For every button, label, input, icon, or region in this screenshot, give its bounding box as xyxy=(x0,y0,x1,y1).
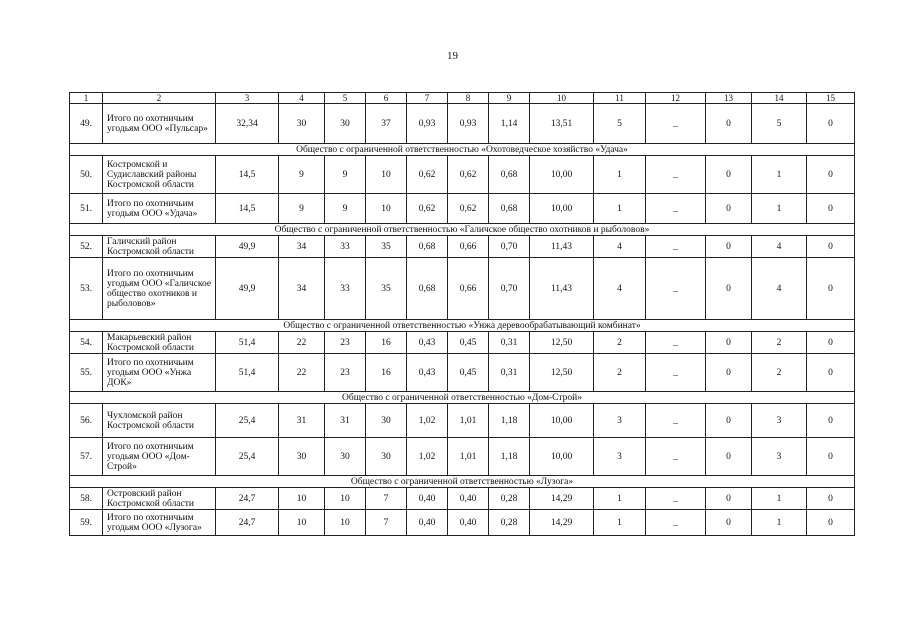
cell-value-col-12: _ xyxy=(646,258,706,320)
cell-value-col-6: 35 xyxy=(366,236,407,258)
cell-value-col-10: 12,50 xyxy=(530,354,594,392)
cell-value-col-3: 14,5 xyxy=(216,194,279,224)
cell-value-col-4: 9 xyxy=(279,194,325,224)
ground-name: Итого по охотничьим угодьям ООО «Лузога» xyxy=(103,510,216,536)
cell-value-col-5: 23 xyxy=(325,354,366,392)
cell-value-col-5: 30 xyxy=(325,104,366,144)
table-row xyxy=(70,438,855,476)
cell-value-col-4: 10 xyxy=(279,510,325,536)
cell-value-col-15: 0 xyxy=(807,354,855,392)
cell-value-col-6: 10 xyxy=(366,156,407,194)
cell-value-col-8: 0,66 xyxy=(448,258,489,320)
cell-value-col-8: 0,45 xyxy=(448,332,489,354)
column-number-8: 8 xyxy=(448,93,489,104)
cell-value-col-5: 30 xyxy=(325,438,366,476)
cell-value-col-3: 25,4 xyxy=(216,438,279,476)
cell-value-col-14: 4 xyxy=(752,236,807,258)
cell-value-col-12: _ xyxy=(646,104,706,144)
cell-value-col-3: 49,9 xyxy=(216,236,279,258)
cell-value-col-4: 31 xyxy=(279,404,325,438)
row-number: 49. xyxy=(70,104,103,144)
cell-value-col-13: 0 xyxy=(706,404,752,438)
row-number: 51. xyxy=(70,194,103,224)
table-row xyxy=(70,156,855,194)
cell-value-col-9: 0,70 xyxy=(489,236,530,258)
ground-name: Макарьевский район Костромской области xyxy=(103,332,216,354)
cell-value-col-10: 11,43 xyxy=(530,258,594,320)
ground-name: Галичский район Костромской области xyxy=(103,236,216,258)
cell-value-col-11: 2 xyxy=(594,354,646,392)
cell-value-col-14: 1 xyxy=(752,194,807,224)
organization-title: Общество с ограниченной ответственностью «Лузога» xyxy=(70,476,855,488)
cell-value-col-10: 10,00 xyxy=(530,404,594,438)
cell-value-col-10: 10,00 xyxy=(530,438,594,476)
cell-value-col-11: 1 xyxy=(594,156,646,194)
cell-value-col-10: 14,29 xyxy=(530,488,594,510)
row-number: 57. xyxy=(70,438,103,476)
cell-value-col-12: _ xyxy=(646,404,706,438)
column-number-12: 12 xyxy=(646,93,706,104)
column-number-9: 9 xyxy=(489,93,530,104)
cell-value-col-9: 0,28 xyxy=(489,510,530,536)
cell-value-col-11: 1 xyxy=(594,194,646,224)
ground-name: Островский район Костромской области xyxy=(103,488,216,510)
cell-value-col-7: 0,62 xyxy=(407,156,448,194)
cell-value-col-6: 37 xyxy=(366,104,407,144)
cell-value-col-6: 7 xyxy=(366,510,407,536)
cell-value-col-7: 0,62 xyxy=(407,194,448,224)
cell-value-col-8: 0,66 xyxy=(448,236,489,258)
column-number-14: 14 xyxy=(752,93,807,104)
cell-value-col-11: 1 xyxy=(594,510,646,536)
row-number: 53. xyxy=(70,258,103,320)
cell-value-col-8: 0,40 xyxy=(448,488,489,510)
table-row xyxy=(70,404,855,438)
cell-value-col-14: 1 xyxy=(752,510,807,536)
column-number-3: 3 xyxy=(216,93,279,104)
cell-value-col-9: 1,14 xyxy=(489,104,530,144)
cell-value-col-4: 34 xyxy=(279,258,325,320)
cell-value-col-4: 22 xyxy=(279,332,325,354)
cell-value-col-10: 14,29 xyxy=(530,510,594,536)
table-body xyxy=(70,93,855,536)
cell-value-col-13: 0 xyxy=(706,104,752,144)
row-number: 56. xyxy=(70,404,103,438)
column-number-10: 10 xyxy=(530,93,594,104)
cell-value-col-9: 0,31 xyxy=(489,354,530,392)
organization-title: Общество с ограниченной ответственностью «Дом-Строй» xyxy=(70,392,855,404)
cell-value-col-14: 2 xyxy=(752,332,807,354)
cell-value-col-4: 30 xyxy=(279,438,325,476)
cell-value-col-14: 1 xyxy=(752,156,807,194)
cell-value-col-13: 0 xyxy=(706,194,752,224)
ground-name: Итого по охотничьим угодьям ООО «Дом-Строй» xyxy=(103,438,216,476)
cell-value-col-13: 0 xyxy=(706,354,752,392)
organization-title: Общество с ограниченной ответственностью «Охотоведческое хозяйство «Удача» xyxy=(70,144,855,156)
cell-value-col-5: 9 xyxy=(325,156,366,194)
cell-value-col-7: 0,43 xyxy=(407,354,448,392)
cell-value-col-6: 10 xyxy=(366,194,407,224)
cell-value-col-4: 9 xyxy=(279,156,325,194)
column-number-7: 7 xyxy=(407,93,448,104)
page-number: 19 xyxy=(447,50,458,62)
cell-value-col-3: 32,34 xyxy=(216,104,279,144)
table-row xyxy=(70,258,855,320)
table-row xyxy=(70,104,855,144)
cell-value-col-15: 0 xyxy=(807,488,855,510)
cell-value-col-12: _ xyxy=(646,438,706,476)
cell-value-col-11: 3 xyxy=(594,438,646,476)
cell-value-col-3: 24,7 xyxy=(216,510,279,536)
cell-value-col-9: 0,70 xyxy=(489,258,530,320)
cell-value-col-15: 0 xyxy=(807,156,855,194)
cell-value-col-11: 1 xyxy=(594,488,646,510)
cell-value-col-14: 4 xyxy=(752,258,807,320)
ground-name: Итого по охотничьим угодьям ООО «Пульсар» xyxy=(103,104,216,144)
cell-value-col-9: 0,68 xyxy=(489,194,530,224)
cell-value-col-13: 0 xyxy=(706,236,752,258)
cell-value-col-3: 51,4 xyxy=(216,354,279,392)
cell-value-col-10: 10,00 xyxy=(530,194,594,224)
section-row xyxy=(70,476,855,488)
cell-value-col-13: 0 xyxy=(706,258,752,320)
row-number: 54. xyxy=(70,332,103,354)
column-number-2: 2 xyxy=(103,93,216,104)
row-number: 55. xyxy=(70,354,103,392)
cell-value-col-14: 3 xyxy=(752,438,807,476)
cell-value-col-9: 0,28 xyxy=(489,488,530,510)
cell-value-col-9: 1,18 xyxy=(489,438,530,476)
cell-value-col-5: 33 xyxy=(325,258,366,320)
organization-title: Общество с ограниченной ответственностью «Унжа деревообрабатывающий комбинат» xyxy=(70,320,855,332)
cell-value-col-8: 0,45 xyxy=(448,354,489,392)
cell-value-col-7: 1,02 xyxy=(407,404,448,438)
cell-value-col-10: 12,50 xyxy=(530,332,594,354)
cell-value-col-5: 31 xyxy=(325,404,366,438)
cell-value-col-15: 0 xyxy=(807,194,855,224)
section-row xyxy=(70,224,855,236)
table-row xyxy=(70,236,855,258)
cell-value-col-14: 2 xyxy=(752,354,807,392)
header-row xyxy=(70,93,855,104)
cell-value-col-15: 0 xyxy=(807,438,855,476)
cell-value-col-4: 30 xyxy=(279,104,325,144)
cell-value-col-4: 34 xyxy=(279,236,325,258)
cell-value-col-8: 0,40 xyxy=(448,510,489,536)
cell-value-col-3: 24,7 xyxy=(216,488,279,510)
ground-name: Чухломской район Костромской области xyxy=(103,404,216,438)
cell-value-col-13: 0 xyxy=(706,438,752,476)
cell-value-col-13: 0 xyxy=(706,488,752,510)
cell-value-col-3: 49,9 xyxy=(216,258,279,320)
cell-value-col-15: 0 xyxy=(807,510,855,536)
cell-value-col-13: 0 xyxy=(706,332,752,354)
table-row xyxy=(70,332,855,354)
cell-value-col-7: 1,02 xyxy=(407,438,448,476)
cell-value-col-11: 4 xyxy=(594,236,646,258)
ground-name: Итого по охотничьим угодьям ООО «Удача» xyxy=(103,194,216,224)
cell-value-col-15: 0 xyxy=(807,332,855,354)
cell-value-col-11: 4 xyxy=(594,258,646,320)
cell-value-col-5: 9 xyxy=(325,194,366,224)
cell-value-col-7: 0,68 xyxy=(407,236,448,258)
cell-value-col-6: 16 xyxy=(366,332,407,354)
cell-value-col-8: 0,62 xyxy=(448,194,489,224)
cell-value-col-9: 0,31 xyxy=(489,332,530,354)
hunting-grounds-table xyxy=(69,92,855,536)
column-number-5: 5 xyxy=(325,93,366,104)
cell-value-col-4: 22 xyxy=(279,354,325,392)
cell-value-col-13: 0 xyxy=(706,510,752,536)
cell-value-col-14: 1 xyxy=(752,488,807,510)
cell-value-col-8: 1,01 xyxy=(448,438,489,476)
row-number: 52. xyxy=(70,236,103,258)
cell-value-col-12: _ xyxy=(646,510,706,536)
cell-value-col-5: 10 xyxy=(325,488,366,510)
cell-value-col-9: 0,68 xyxy=(489,156,530,194)
column-number-4: 4 xyxy=(279,93,325,104)
cell-value-col-6: 7 xyxy=(366,488,407,510)
section-row xyxy=(70,392,855,404)
table-row xyxy=(70,510,855,536)
cell-value-col-7: 0,40 xyxy=(407,488,448,510)
ground-name: Итого по охотничьим угодьям ООО «Унжа ДОК» xyxy=(103,354,216,392)
cell-value-col-12: _ xyxy=(646,236,706,258)
ground-name: Костромской и Судиславский районы Костромской области xyxy=(103,156,216,194)
cell-value-col-10: 11,43 xyxy=(530,236,594,258)
cell-value-col-14: 3 xyxy=(752,404,807,438)
cell-value-col-8: 1,01 xyxy=(448,404,489,438)
cell-value-col-9: 1,18 xyxy=(489,404,530,438)
row-number: 59. xyxy=(70,510,103,536)
cell-value-col-3: 14,5 xyxy=(216,156,279,194)
row-number: 50. xyxy=(70,156,103,194)
cell-value-col-11: 2 xyxy=(594,332,646,354)
cell-value-col-5: 10 xyxy=(325,510,366,536)
cell-value-col-15: 0 xyxy=(807,104,855,144)
ground-name: Итого по охотничьим угодьям ООО «Галичское общество охотников и рыболовов» xyxy=(103,258,216,320)
cell-value-col-14: 5 xyxy=(752,104,807,144)
table-row xyxy=(70,354,855,392)
cell-value-col-12: _ xyxy=(646,488,706,510)
cell-value-col-11: 5 xyxy=(594,104,646,144)
cell-value-col-11: 3 xyxy=(594,404,646,438)
cell-value-col-15: 0 xyxy=(807,404,855,438)
column-number-1: 1 xyxy=(70,93,103,104)
table-row xyxy=(70,488,855,510)
cell-value-col-3: 25,4 xyxy=(216,404,279,438)
cell-value-col-7: 0,40 xyxy=(407,510,448,536)
section-row xyxy=(70,320,855,332)
cell-value-col-10: 10,00 xyxy=(530,156,594,194)
column-number-6: 6 xyxy=(366,93,407,104)
section-row xyxy=(70,144,855,156)
cell-value-col-7: 0,68 xyxy=(407,258,448,320)
cell-value-col-3: 51,4 xyxy=(216,332,279,354)
cell-value-col-13: 0 xyxy=(706,156,752,194)
cell-value-col-12: _ xyxy=(646,194,706,224)
cell-value-col-15: 0 xyxy=(807,236,855,258)
cell-value-col-4: 10 xyxy=(279,488,325,510)
cell-value-col-12: _ xyxy=(646,332,706,354)
cell-value-col-8: 0,93 xyxy=(448,104,489,144)
cell-value-col-6: 30 xyxy=(366,404,407,438)
table-row xyxy=(70,194,855,224)
cell-value-col-12: _ xyxy=(646,354,706,392)
cell-value-col-5: 33 xyxy=(325,236,366,258)
cell-value-col-7: 0,43 xyxy=(407,332,448,354)
cell-value-col-6: 30 xyxy=(366,438,407,476)
column-number-15: 15 xyxy=(807,93,855,104)
cell-value-col-15: 0 xyxy=(807,258,855,320)
column-number-13: 13 xyxy=(706,93,752,104)
cell-value-col-7: 0,93 xyxy=(407,104,448,144)
cell-value-col-6: 35 xyxy=(366,258,407,320)
cell-value-col-6: 16 xyxy=(366,354,407,392)
cell-value-col-5: 23 xyxy=(325,332,366,354)
row-number: 58. xyxy=(70,488,103,510)
cell-value-col-10: 13,51 xyxy=(530,104,594,144)
column-number-11: 11 xyxy=(594,93,646,104)
organization-title: Общество с ограниченной ответственностью «Галичское общество охотников и рыболовов» xyxy=(70,224,855,236)
cell-value-col-12: _ xyxy=(646,156,706,194)
cell-value-col-8: 0,62 xyxy=(448,156,489,194)
